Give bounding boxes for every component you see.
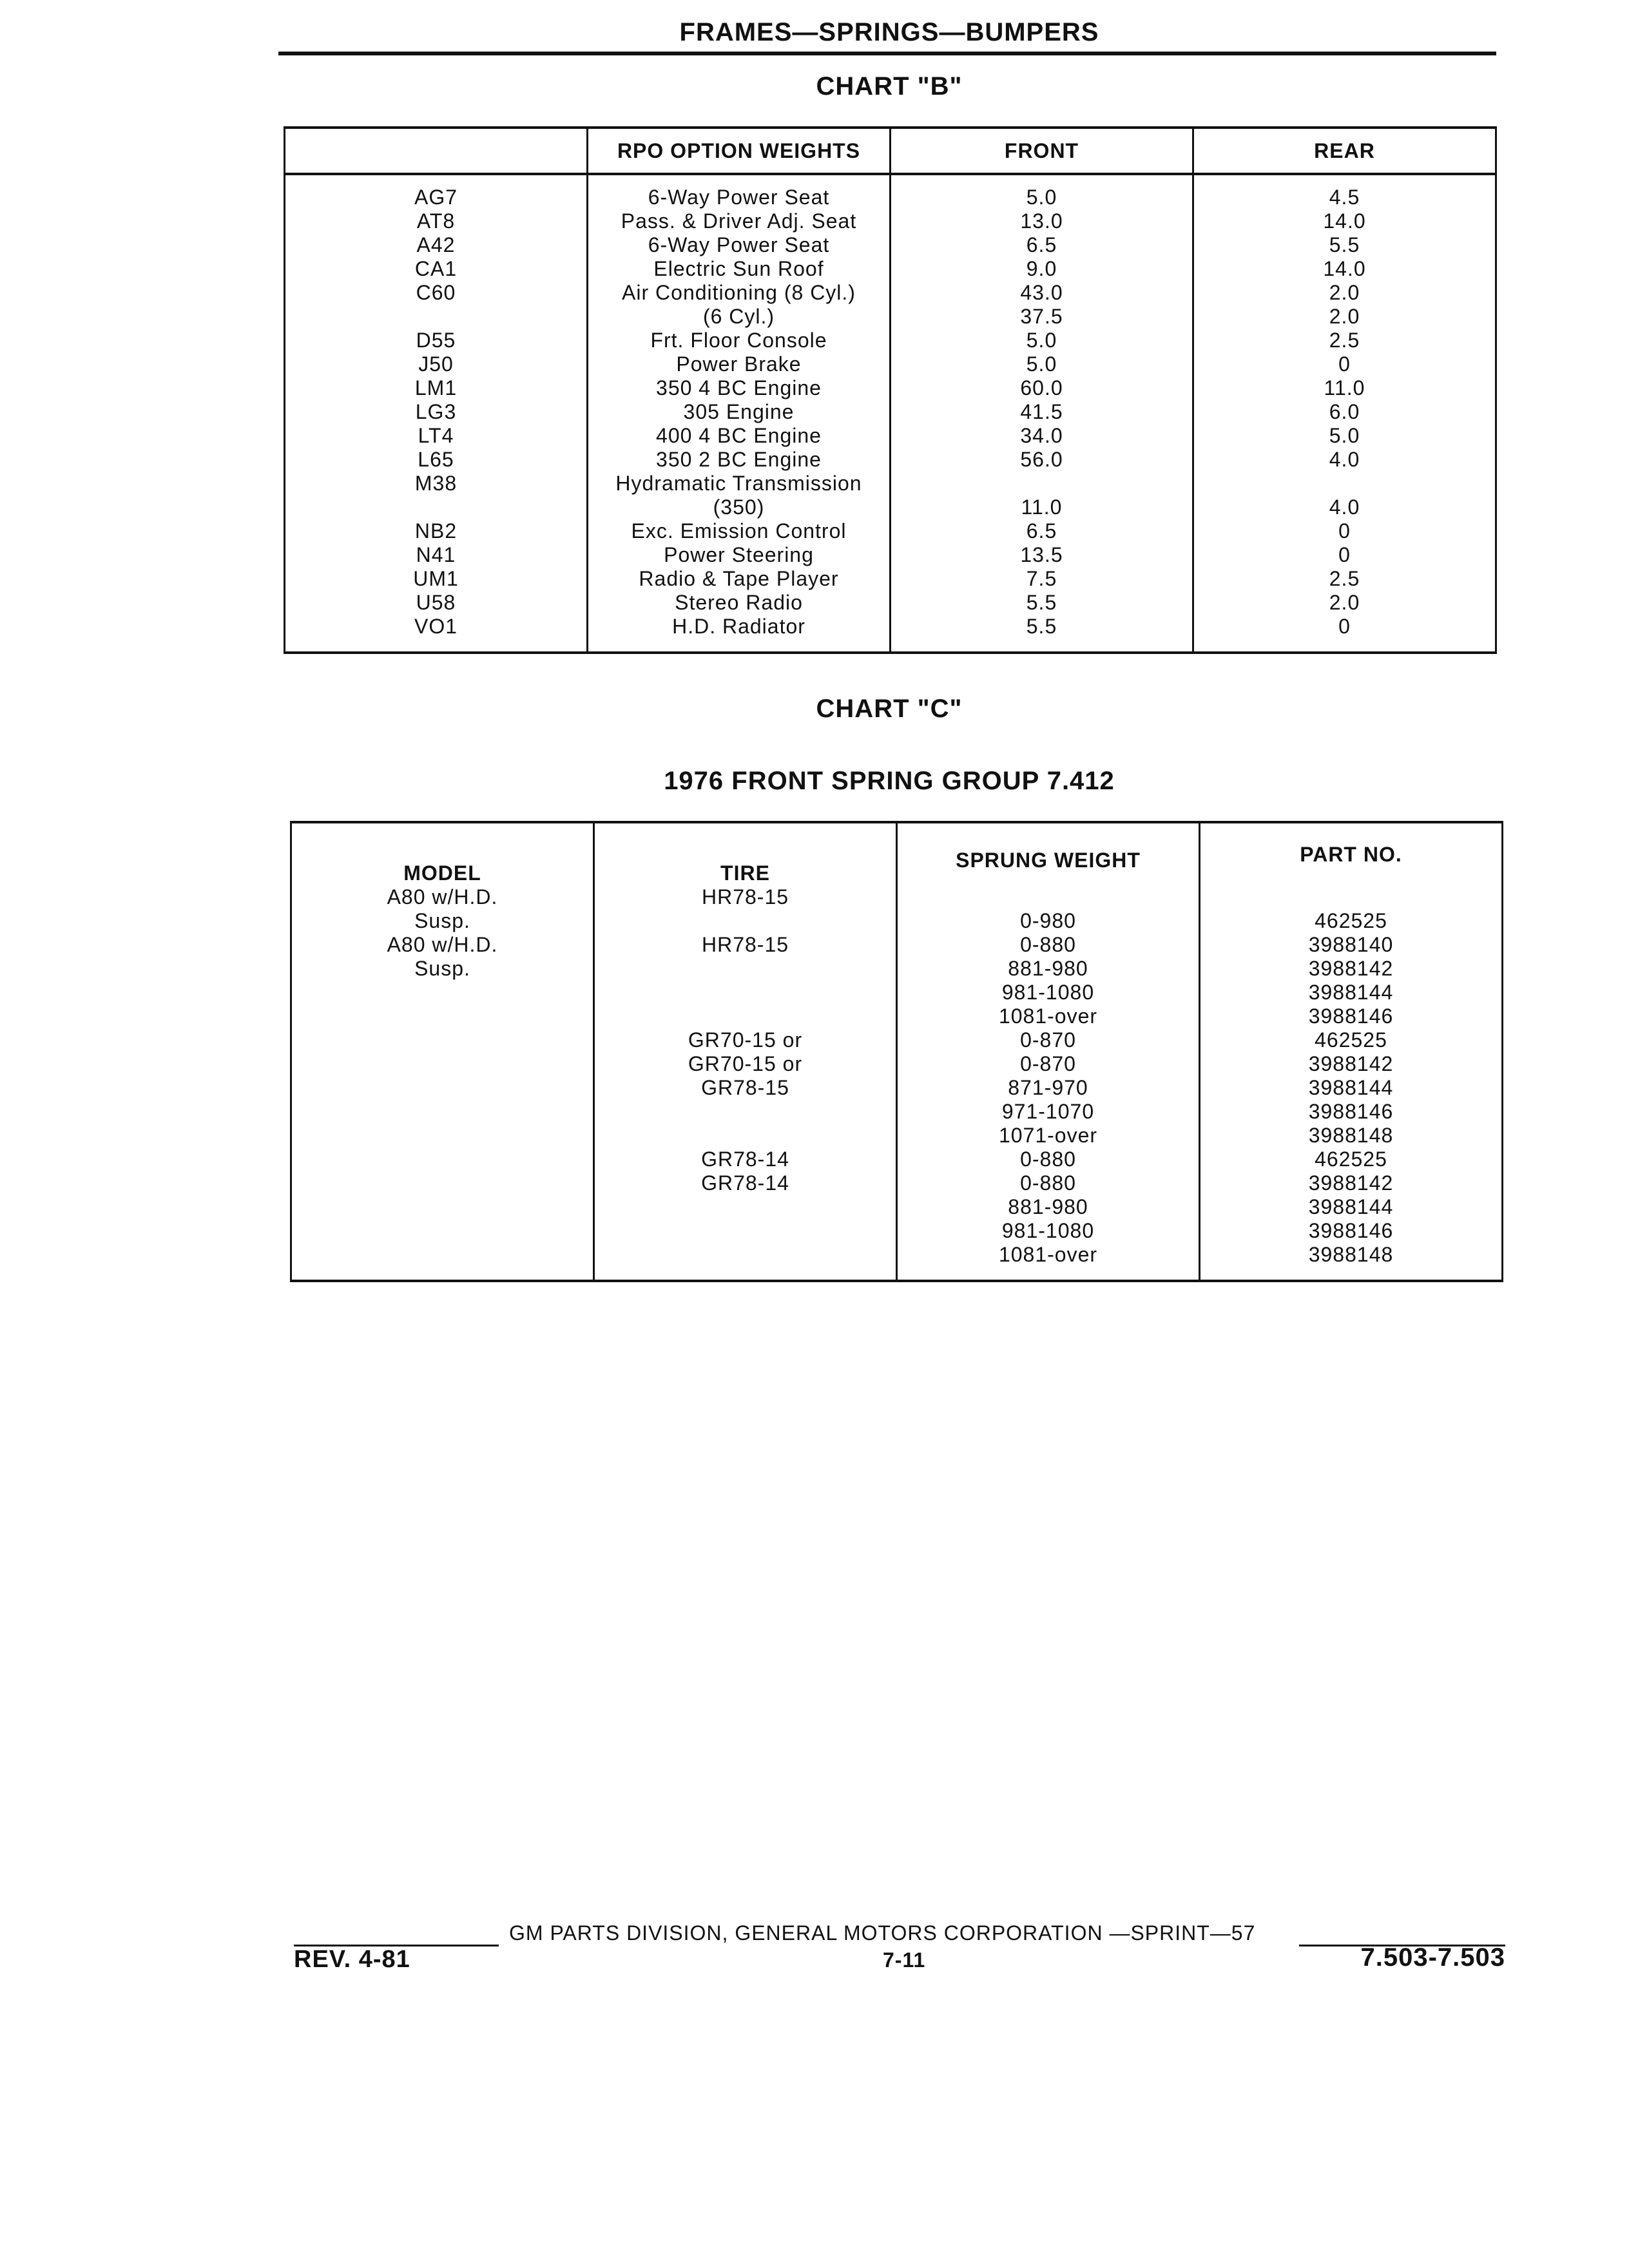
cell-tire [594, 1124, 897, 1148]
column-header: TIRE [594, 822, 897, 885]
footer-group-range: 7.503-7.503 [1360, 1943, 1505, 1972]
cell-model [291, 1148, 594, 1171]
cell-option: Electric Sun Roof [588, 257, 891, 281]
cell-weight: 1081-over [897, 1243, 1200, 1281]
cell-part: 3988142 [1200, 1052, 1503, 1076]
cell-option: 305 Engine [588, 400, 891, 424]
cell-front: 9.0 [891, 257, 1193, 281]
table-row [285, 448, 1496, 472]
cell-part: 3988142 [1200, 957, 1503, 981]
chart-c-title: CHART "C" [816, 695, 963, 723]
cell-code [285, 305, 588, 329]
cell-model [291, 1100, 594, 1124]
table-row [285, 281, 1496, 305]
cell-weight: 0-880 [897, 1171, 1200, 1195]
cell-code: AT8 [285, 209, 588, 233]
cell-model: A80 w/H.D. [291, 933, 594, 957]
cell-option: (6 Cyl.) [588, 305, 891, 329]
cell-rear: 0 [1193, 352, 1496, 376]
table-row [285, 567, 1496, 591]
cell-tire [594, 981, 897, 1004]
table-row [291, 1124, 1503, 1148]
cell-rear: 0 [1193, 543, 1496, 567]
table-row [285, 615, 1496, 653]
cell-front: 37.5 [891, 305, 1193, 329]
cell-front: 5.5 [891, 591, 1193, 615]
cell-option: Power Steering [588, 543, 891, 567]
cell-model: Susp. [291, 909, 594, 933]
cell-part: 462525 [1200, 1028, 1503, 1052]
column-header: RPO OPTION WEIGHTS [588, 128, 891, 174]
cell-rear: 11.0 [1193, 376, 1496, 400]
table-row [285, 305, 1496, 329]
chart-c-subtitle: 1976 FRONT SPRING GROUP 7.412 [664, 767, 1115, 795]
cell-rear: 14.0 [1193, 209, 1496, 233]
cell-rear: 2.5 [1193, 329, 1496, 352]
chart-b-table [284, 126, 1497, 654]
cell-rear: 0 [1193, 519, 1496, 543]
cell-code: D55 [285, 329, 588, 352]
cell-front: 11.0 [891, 495, 1193, 519]
chart-c-header-row [291, 822, 1503, 885]
cell-tire: GR70-15 or [594, 1052, 897, 1076]
cell-front: 6.5 [891, 233, 1193, 257]
cell-model [291, 1028, 594, 1052]
table-row [285, 233, 1496, 257]
cell-front: 7.5 [891, 567, 1193, 591]
footer-division: GM PARTS DIVISION, GENERAL MOTORS CORPORATION —SPRINT—57 [509, 1921, 1256, 1945]
cell-rear: 2.0 [1193, 591, 1496, 615]
cell-weight: 971-1070 [897, 1100, 1200, 1124]
table-row [285, 209, 1496, 233]
cell-option: H.D. Radiator [588, 615, 891, 653]
cell-rear: 14.0 [1193, 257, 1496, 281]
cell-option: (350) [588, 495, 891, 519]
cell-option: Stereo Radio [588, 591, 891, 615]
table-row [285, 400, 1496, 424]
table-row [285, 376, 1496, 400]
cell-weight: 1081-over [897, 1004, 1200, 1028]
cell-code: C60 [285, 281, 588, 305]
cell-code: VO1 [285, 615, 588, 653]
cell-code: UM1 [285, 567, 588, 591]
cell-rear: 2.0 [1193, 305, 1496, 329]
column-header: REAR [1193, 128, 1496, 174]
cell-weight: 0-870 [897, 1052, 1200, 1076]
table-row [291, 1100, 1503, 1124]
cell-front: 34.0 [891, 424, 1193, 448]
column-header [285, 128, 588, 174]
column-header: FRONT [891, 128, 1193, 174]
table-row [285, 424, 1496, 448]
cell-model: A80 w/H.D. [291, 885, 594, 909]
table-row [285, 174, 1496, 209]
cell-model [291, 1052, 594, 1076]
cell-rear: 0 [1193, 615, 1496, 653]
chart-b-header-row [285, 128, 1496, 174]
cell-option: Exc. Emission Control [588, 519, 891, 543]
cell-rear: 2.0 [1193, 281, 1496, 305]
table-row [291, 1243, 1503, 1281]
cell-option: Air Conditioning (8 Cyl.) [588, 281, 891, 305]
table-row [285, 352, 1496, 376]
table-row [291, 909, 1503, 933]
cell-weight: 871-970 [897, 1076, 1200, 1100]
cell-code [285, 495, 588, 519]
cell-model [291, 1004, 594, 1028]
cell-part: 462525 [1200, 1148, 1503, 1171]
table-row [291, 1195, 1503, 1219]
column-header: SPRUNG WEIGHT [897, 822, 1200, 885]
cell-tire [594, 1100, 897, 1124]
cell-option: 400 4 BC Engine [588, 424, 891, 448]
cell-tire: HR78-15 [594, 885, 897, 909]
cell-weight: 1071-over [897, 1124, 1200, 1148]
cell-option: 6-Way Power Seat [588, 233, 891, 257]
cell-weight: 981-1080 [897, 1219, 1200, 1243]
cell-part: 3988148 [1200, 1124, 1503, 1148]
cell-tire [594, 1004, 897, 1028]
cell-model [291, 1243, 594, 1281]
cell-code: LT4 [285, 424, 588, 448]
column-header: PART NO. [1200, 822, 1503, 885]
cell-code: J50 [285, 352, 588, 376]
table-row [291, 1028, 1503, 1052]
cell-weight: 881-980 [897, 957, 1200, 981]
table-row [291, 1004, 1503, 1028]
cell-model [291, 1195, 594, 1219]
cell-part: 3988144 [1200, 1076, 1503, 1100]
cell-code: LG3 [285, 400, 588, 424]
table-row [285, 495, 1496, 519]
column-header: MODEL [291, 822, 594, 885]
table-row [285, 329, 1496, 352]
cell-option: Frt. Floor Console [588, 329, 891, 352]
cell-model [291, 981, 594, 1004]
cell-part [1200, 885, 1503, 909]
cell-part: 3988142 [1200, 1171, 1503, 1195]
table-row [291, 981, 1503, 1004]
cell-rear: 2.5 [1193, 567, 1496, 591]
cell-option: 350 4 BC Engine [588, 376, 891, 400]
footer-page-number: 7-11 [883, 1948, 926, 1972]
cell-code: A42 [285, 233, 588, 257]
cell-front [891, 472, 1193, 495]
cell-rear: 4.5 [1193, 174, 1496, 209]
cell-part: 3988146 [1200, 1100, 1503, 1124]
cell-front: 5.0 [891, 174, 1193, 209]
cell-weight: 881-980 [897, 1195, 1200, 1219]
table-row [291, 957, 1503, 981]
cell-rear: 4.0 [1193, 448, 1496, 472]
table-row [291, 1052, 1503, 1076]
cell-front: 5.0 [891, 329, 1193, 352]
table-row [291, 933, 1503, 957]
cell-rear: 4.0 [1193, 495, 1496, 519]
cell-rear [1193, 472, 1496, 495]
cell-front: 43.0 [891, 281, 1193, 305]
cell-code: M38 [285, 472, 588, 495]
cell-weight [897, 885, 1200, 909]
cell-tire: GR78-14 [594, 1171, 897, 1195]
cell-front: 6.5 [891, 519, 1193, 543]
cell-model: Susp. [291, 957, 594, 981]
cell-code: U58 [285, 591, 588, 615]
cell-option: 350 2 BC Engine [588, 448, 891, 472]
cell-part: 3988146 [1200, 1004, 1503, 1028]
table-row [291, 1148, 1503, 1171]
table-row [291, 1171, 1503, 1195]
cell-tire [594, 909, 897, 933]
cell-option: Power Brake [588, 352, 891, 376]
table-row [291, 1076, 1503, 1100]
cell-weight: 981-1080 [897, 981, 1200, 1004]
cell-option: Pass. & Driver Adj. Seat [588, 209, 891, 233]
cell-tire [594, 957, 897, 981]
chart-b-title: CHART "B" [816, 72, 963, 101]
table-row [285, 519, 1496, 543]
table-row [291, 885, 1503, 909]
cell-tire [594, 1243, 897, 1281]
cell-code: LM1 [285, 376, 588, 400]
header-rule [278, 52, 1496, 55]
table-row [285, 543, 1496, 567]
cell-part: 3988144 [1200, 981, 1503, 1004]
cell-tire [594, 1195, 897, 1219]
cell-rear: 5.5 [1193, 233, 1496, 257]
cell-part: 462525 [1200, 909, 1503, 933]
cell-front: 13.5 [891, 543, 1193, 567]
cell-part: 3988144 [1200, 1195, 1503, 1219]
cell-front: 5.0 [891, 352, 1193, 376]
cell-tire [594, 1219, 897, 1243]
cell-option: Radio & Tape Player [588, 567, 891, 591]
cell-tire: HR78-15 [594, 933, 897, 957]
cell-tire: GR70-15 or [594, 1028, 897, 1052]
table-row [285, 472, 1496, 495]
cell-front: 41.5 [891, 400, 1193, 424]
cell-front: 60.0 [891, 376, 1193, 400]
cell-weight: 0-870 [897, 1028, 1200, 1052]
cell-code: CA1 [285, 257, 588, 281]
table-row [285, 591, 1496, 615]
footer-revision: REV. 4-81 [294, 1946, 410, 1973]
cell-code: NB2 [285, 519, 588, 543]
cell-model [291, 1219, 594, 1243]
cell-model [291, 1076, 594, 1100]
cell-part: 3988148 [1200, 1243, 1503, 1281]
cell-code: AG7 [285, 174, 588, 209]
cell-front: 56.0 [891, 448, 1193, 472]
cell-option: Hydramatic Transmission [588, 472, 891, 495]
cell-part: 3988146 [1200, 1219, 1503, 1243]
cell-model [291, 1171, 594, 1195]
section-title: FRAMES—SPRINGS—BUMPERS [679, 18, 1099, 46]
cell-option: 6-Way Power Seat [588, 174, 891, 209]
chart-c-table [290, 821, 1503, 1282]
cell-weight: 0-880 [897, 1148, 1200, 1171]
cell-part: 3988140 [1200, 933, 1503, 957]
table-row [285, 257, 1496, 281]
cell-weight: 0-980 [897, 909, 1200, 933]
cell-front: 5.5 [891, 615, 1193, 653]
cell-rear: 6.0 [1193, 400, 1496, 424]
cell-weight: 0-880 [897, 933, 1200, 957]
cell-front: 13.0 [891, 209, 1193, 233]
cell-code: N41 [285, 543, 588, 567]
cell-code: L65 [285, 448, 588, 472]
cell-tire: GR78-14 [594, 1148, 897, 1171]
cell-tire: GR78-15 [594, 1076, 897, 1100]
table-row [291, 1219, 1503, 1243]
cell-model [291, 1124, 594, 1148]
cell-rear: 5.0 [1193, 424, 1496, 448]
